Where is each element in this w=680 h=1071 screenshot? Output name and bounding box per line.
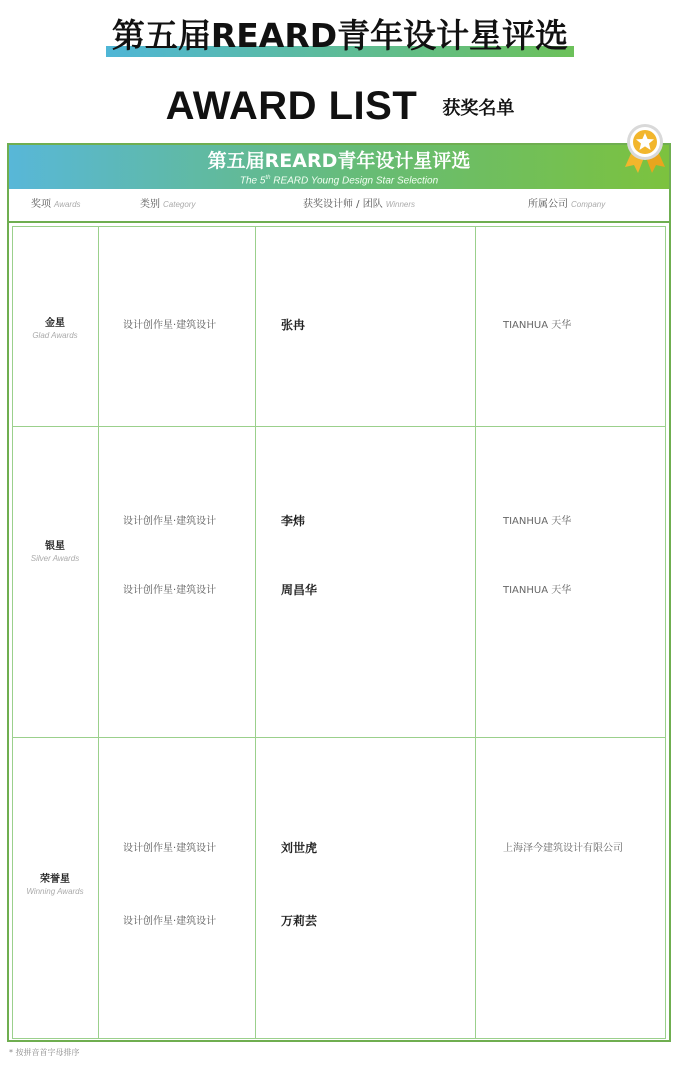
- award-honor: [13, 873, 97, 897]
- banner-title: 第五届REARD青年设计星评选: [207, 150, 471, 172]
- table-banner: [9, 145, 669, 189]
- category-cell: 设计创作星·建筑设计: [123, 916, 217, 927]
- category-cell: 设计创作星·建筑设计: [123, 320, 217, 331]
- col-header-company-en: Company: [571, 200, 606, 209]
- col-header-category-en: Category: [163, 200, 196, 209]
- company-cell: TIANHUA 天华: [503, 320, 572, 331]
- category-cell: 设计创作星·建筑设计: [123, 843, 217, 854]
- col-header-awards: [31, 189, 81, 221]
- grid-line: [475, 227, 476, 1038]
- company-cell: TIANHUA 天华: [503, 516, 572, 527]
- footnote: * 按拼音首字母排序: [9, 1048, 80, 1057]
- company-cell: TIANHUA 天华: [503, 585, 572, 596]
- col-header-winners-zh: 获奖设计师 / 团队: [303, 199, 383, 210]
- award-list-heading: [0, 84, 680, 129]
- award-gold-zh: 金星: [45, 318, 65, 329]
- grid-line: [255, 227, 256, 1038]
- banner-subtitle-suffix: REARD Young Design Star Selection: [270, 175, 439, 187]
- medal-icon: [623, 123, 667, 175]
- grid-line: [13, 737, 665, 738]
- winner-cell: 刘世虎: [281, 841, 318, 855]
- banner-subtitle-prefix: The 5: [239, 175, 266, 187]
- grid-line: [98, 227, 99, 1038]
- award-table-frame: [7, 143, 671, 1042]
- banner-subtitle-sup: th: [265, 175, 271, 181]
- col-header-winners: [303, 189, 415, 221]
- col-header-winners-en: Winners: [385, 200, 416, 209]
- award-table: [12, 226, 666, 1039]
- award-honor-zh: 荣誉星: [40, 874, 70, 885]
- col-header-category-zh: 类别: [140, 199, 160, 210]
- award-list-subtitle: 获奖名单: [442, 97, 515, 119]
- winner-cell: 张冉: [281, 318, 306, 332]
- col-header-awards-zh: 奖项: [31, 199, 51, 210]
- table-header-row: [9, 189, 669, 223]
- banner-subtitle: [9, 172, 669, 187]
- main-title: 第五届REARD青年设计星评选: [111, 16, 569, 55]
- main-title-wrap: [0, 10, 680, 62]
- winner-cell: 周昌华: [281, 583, 318, 597]
- award-silver-en: Silver Awards: [30, 554, 80, 563]
- col-header-company-zh: 所属公司: [528, 199, 568, 210]
- award-list-title: AWARD LIST: [165, 84, 418, 128]
- grid-line: [13, 426, 665, 427]
- award-honor-en: Winning Awards: [26, 887, 84, 896]
- company-cell: 上海泽今建筑设计有限公司: [503, 843, 623, 854]
- col-header-company: [528, 189, 605, 221]
- award-gold-en: Glad Awards: [32, 331, 78, 340]
- col-header-category: [140, 189, 195, 221]
- award-silver: [13, 540, 97, 564]
- winner-cell: 万莉芸: [281, 914, 318, 928]
- award-silver-zh: 银星: [45, 541, 65, 552]
- award-gold: [13, 317, 97, 341]
- category-cell: 设计创作星·建筑设计: [123, 516, 217, 527]
- col-header-awards-en: Awards: [54, 200, 81, 209]
- winner-cell: 李炜: [281, 514, 306, 528]
- category-cell: 设计创作星·建筑设计: [123, 585, 217, 596]
